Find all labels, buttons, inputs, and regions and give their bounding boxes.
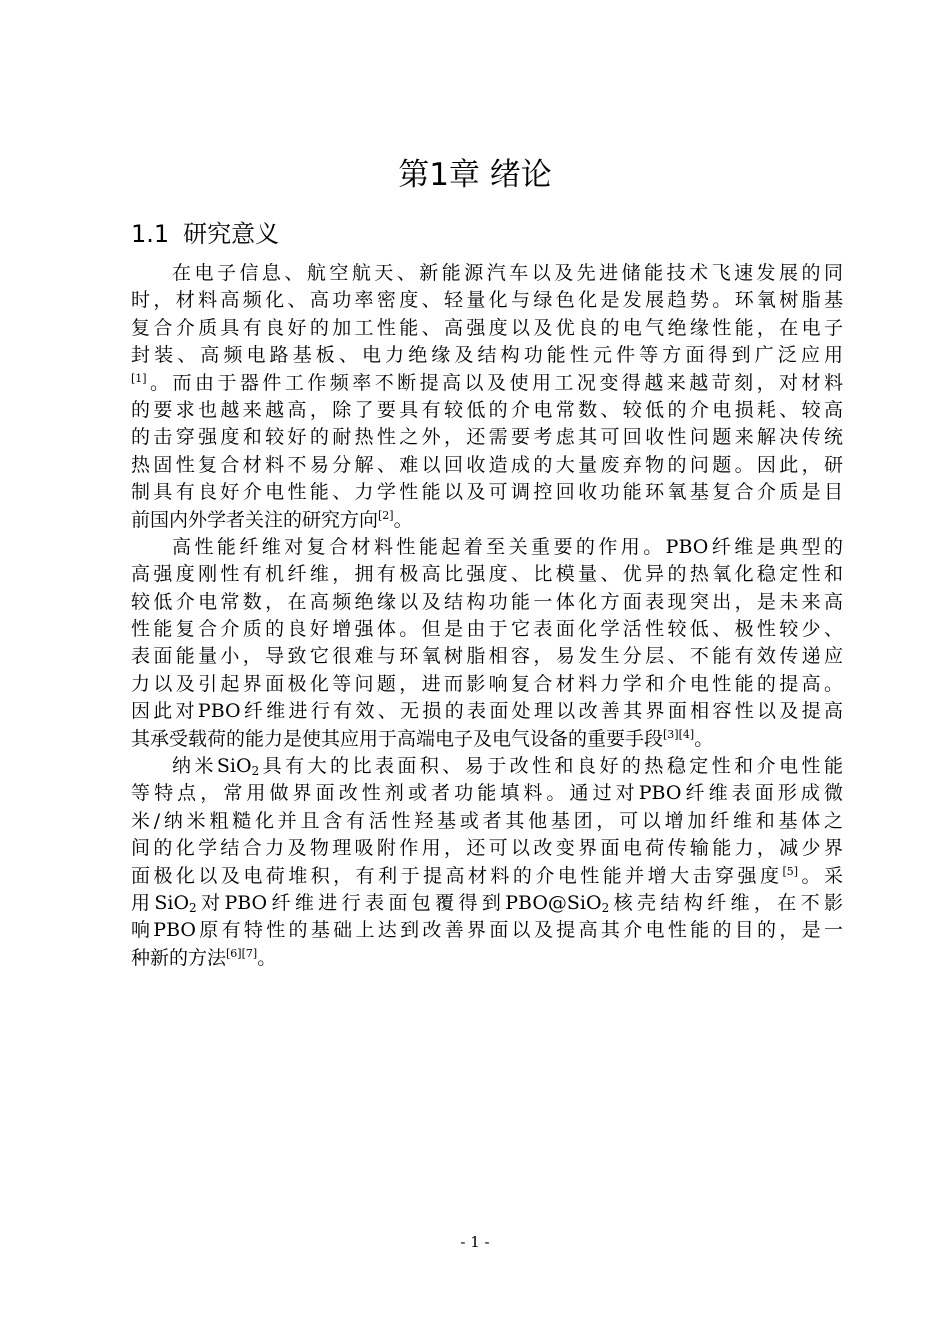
citation: [3][4] bbox=[663, 727, 695, 741]
text-line: 用SiO$_2$对PBO纤维进行表面包覆得到PBO@SiO$_2$核壳结构纤维，在不影 bbox=[131, 891, 843, 915]
chapter-title: 第1章 绪论 bbox=[398, 157, 552, 193]
text-line: 性能复合介质的良好增强体。但是由于它表面化学活性较低、极性较少、 bbox=[131, 618, 843, 641]
text-line: 面极化以及电荷堆积，有利于提高材料的介电性能并增大击穿强度[5]。采 bbox=[131, 864, 843, 887]
citation: [2] bbox=[378, 508, 394, 522]
text-line: 的击穿强度和较好的耐热性之外，还需要考虑其可回收性问题来解决传统 bbox=[131, 426, 843, 449]
paragraph-3 bbox=[131, 753, 843, 972]
text-line: 前国内外学者关注的研究方向[2]。 bbox=[131, 508, 413, 531]
text-line: 纳米SiO$_2$具有大的比表面积、易于改性和良好的热稳定性和介电性能 bbox=[172, 755, 843, 779]
text-line: 因此对PBO纤维进行有效、无损的表面处理以改善其界面相容性以及提高 bbox=[131, 700, 843, 723]
text-line: 热固性复合材料不易分解、难以回收造成的大量废弃物的问题。因此，研 bbox=[131, 453, 843, 476]
page-number: - 1 - bbox=[460, 1233, 490, 1251]
citation: [5] bbox=[782, 864, 799, 878]
section-number: 1.1 bbox=[131, 220, 170, 248]
section-title: 研究意义 bbox=[183, 220, 280, 248]
paragraph-2 bbox=[131, 534, 843, 753]
text-line: 米/纳米粗糙化并且含有活性羟基或者其他基团，可以增加纤维和基体之 bbox=[131, 809, 843, 832]
paragraph-1 bbox=[131, 260, 843, 534]
text-line: 等特点，常用做界面改性剂或者功能填料。通过对PBO纤维表面形成微 bbox=[131, 782, 843, 805]
text-line: 表面能量小，导致它很难与环氧树脂相容，易发生分层、不能有效传递应 bbox=[131, 645, 843, 668]
text-line: 的要求也越来越高，除了要具有较低的介电常数、较低的介电损耗、较高 bbox=[131, 398, 843, 421]
text-line: 时，材料高频化、高功率密度、轻量化与绿色化是发展趋势。环氧树脂基 bbox=[131, 289, 843, 312]
subscript: 2 bbox=[189, 900, 197, 915]
section-heading bbox=[131, 217, 279, 251]
text-line: 力以及引起界面极化等问题，进而影响复合材料力学和介电性能的提高。 bbox=[131, 672, 843, 695]
text-line: 较低介电常数，在高频绝缘以及结构功能一体化方面表现突出，是未来高 bbox=[131, 590, 843, 613]
text-line: 封装、高频电路基板、电力绝缘及结构功能性元件等方面得到广泛应用 bbox=[131, 344, 843, 367]
text-line: 制具有良好介电性能、力学性能以及可调控回收功能环氧基复合介质是目 bbox=[131, 481, 843, 504]
text-line: 间的化学结合力及物理吸附作用，还可以改变界面电荷传输能力，减少界 bbox=[131, 837, 843, 860]
subscript: 2 bbox=[251, 764, 260, 779]
text-line: 复合介质具有良好的加工性能、高强度以及优良的电气绝缘性能，在电子 bbox=[131, 316, 843, 339]
text-line: 其承受载荷的能力是使其应用于高端电子及电气设备的重要手段[3][4]。 bbox=[131, 727, 714, 750]
citation: [1] bbox=[131, 371, 147, 385]
subscript: 2 bbox=[601, 900, 610, 915]
text-line: 响PBO原有特性的基础上达到改善界面以及提高其介电性能的目的，是一 bbox=[131, 919, 843, 942]
text-line: [1]。而由于器件工作频率不断提高以及使用工况变得越来越苛刻，对材料 bbox=[131, 371, 843, 394]
text-line: 种新的方法[6][7]。 bbox=[131, 946, 277, 969]
text-line: 高性能纤维对复合材料性能起着至关重要的作用。PBO纤维是典型的 bbox=[172, 535, 843, 558]
citation: [6][7] bbox=[226, 946, 258, 960]
text-line: 在电子信息、航空航天、新能源汽车以及先进储能技术飞速发展的同 bbox=[172, 262, 843, 284]
text-line: 高强度刚性有机纤维，拥有极高比强度、比模量、优异的热氧化稳定性和 bbox=[131, 563, 843, 586]
body-text bbox=[131, 260, 843, 972]
